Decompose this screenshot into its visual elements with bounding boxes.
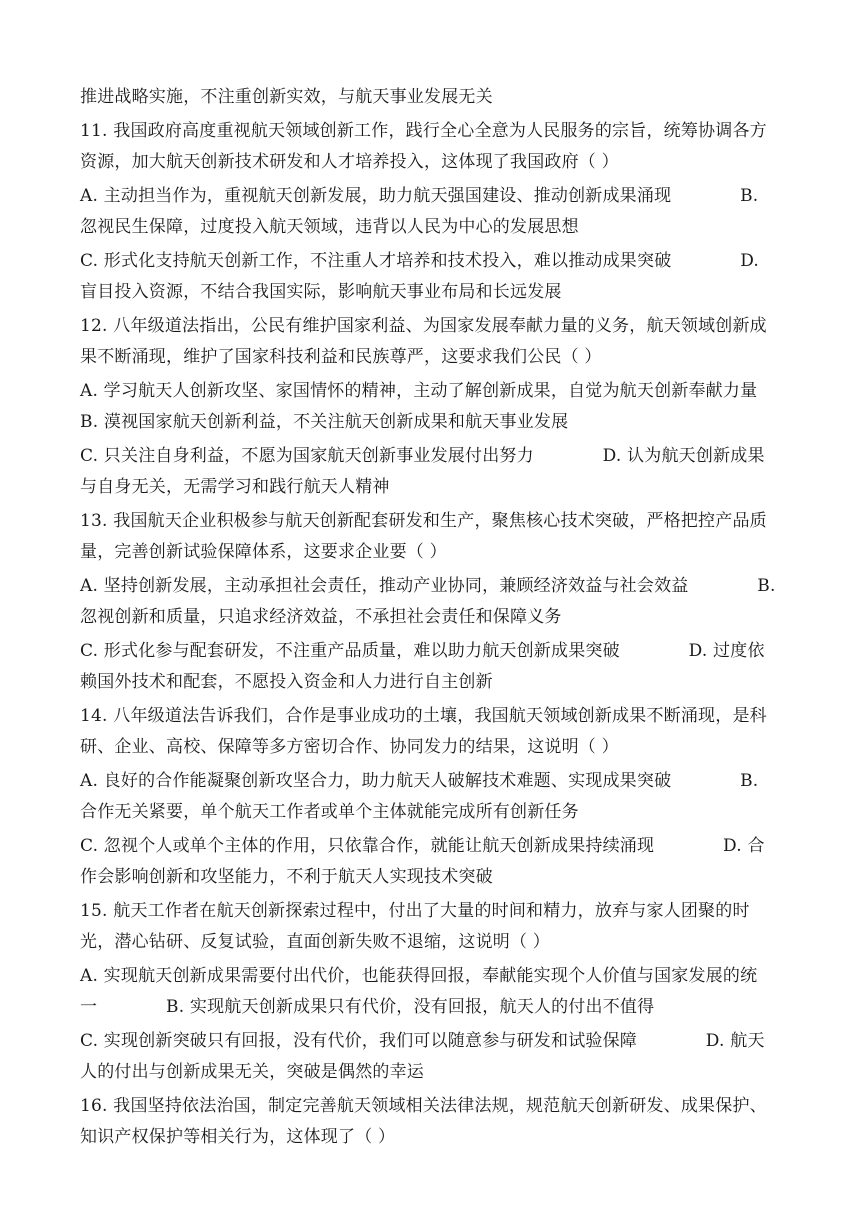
question-14-stem: 研、企业、高校、保障等多方密切合作、协同发力的结果，这说明（ ）	[80, 737, 619, 757]
question-14-option: 合作无关紧要，单个航天工作者或单个主体就能完成所有创新任务	[80, 802, 579, 822]
question-11-option: 忽视民生保障，过度投入航天领域，违背以人民为中心的发展思想	[80, 217, 579, 237]
question-13-stem: 量，完善创新试验保障体系，这要求企业要（ ）	[80, 542, 447, 562]
question-12-option: 与自身无关，无需学习和践行航天人精神	[80, 477, 390, 497]
question-14-stem: 14. 八年级道法告诉我们，合作是事业成功的土壤，我国航天领域创新成果不断涌现，是科	[80, 706, 767, 726]
question-12-option: B. 漠视国家航天创新利益，不关注航天创新成果和航天事业发展	[80, 412, 569, 432]
question-12-stem: 果不断涌现，维护了国家科技利益和民族尊严，这要求我们公民（ ）	[80, 347, 602, 367]
question-11-option: A. 主动担当作为，重视航天创新发展，助力航天强国建设、推动创新成果涌现 B.	[80, 186, 759, 206]
question-16-stem: 知识产权保护等相关行为，这体现了（ ）	[80, 1127, 396, 1147]
question-14-option: A. 良好的合作能凝聚创新攻坚合力，助力航天人破解技术难题、实现成果突破 B.	[80, 771, 759, 791]
question-14-option: 作会影响创新和攻坚能力，不利于航天人实现技术突破	[80, 867, 493, 887]
question-11-stem: 资源，加大航天创新技术研发和人才培养投入，这体现了我国政府（ ）	[80, 152, 619, 172]
question-15-stem: 15. 航天工作者在航天创新探索过程中，付出了大量的时间和精力，放弃与家人团聚的时	[80, 901, 750, 921]
question-15-option: 人的付出与创新成果无关，突破是偶然的幸运	[80, 1062, 424, 1082]
question-15-option: 一 B. 实现航天创新成果只有代价，没有回报，航天人的付出不值得	[80, 997, 655, 1017]
question-11-option: C. 形式化支持航天创新工作，不注重人才培养和技术投入，难以推动成果突破 D.	[80, 251, 760, 271]
question-13-option: A. 坚持创新发展，主动承担社会责任，推动产业协同，兼顾经济效益与社会效益 B.	[80, 576, 776, 596]
question-14-option: C. 忽视个人或单个主体的作用，只依靠合作，就能让航天创新成果持续涌现 D. 合	[80, 836, 765, 856]
question-13-stem: 13. 我国航天企业积极参与航天创新配套研发和生产，聚焦核心技术突破，严格把控产品质	[80, 511, 767, 531]
question-11-option: 盲目投入资源，不结合我国实际，影响航天事业布局和长远发展	[80, 282, 562, 302]
question-12-option: A. 学习航天人创新攻坚、家国情怀的精神，主动了解创新成果，自觉为航天创新奉献力量	[80, 381, 758, 401]
question-13-option: 忽视创新和质量，只追求经济效益，不承担社会责任和保障义务	[80, 607, 562, 627]
question-12-option: C. 只关注自身利益，不愿为国家航天创新事业发展付出努力 D. 认为航天创新成果	[80, 446, 765, 466]
text-line: 推进战略实施，不注重创新实效，与航天事业发展无关	[80, 87, 493, 107]
question-15-option: C. 实现创新突破只有回报，没有代价，我们可以随意参与研发和试验保障 D. 航天	[80, 1031, 765, 1051]
question-15-stem: 光，潜心钻研、反复试验，直面创新失败不退缩，这说明（ ）	[80, 932, 551, 952]
question-11-stem: 11. 我国政府高度重视航天领域创新工作，践行全心全意为人民服务的宗旨，统筹协调各方	[80, 121, 767, 141]
question-13-option: 赖国外技术和配套，不愿投入资金和人力进行自主创新	[80, 672, 493, 692]
question-12-stem: 12. 八年级道法指出，公民有维护国家利益、为国家发展奉献力量的义务，航天领域创新成	[80, 316, 767, 336]
question-16-stem: 16. 我国坚持依法治国，制定完善航天领域相关法律法规，规范航天创新研发、成果保护、	[80, 1096, 767, 1116]
question-13-option: C. 形式化参与配套研发，不注重产品质量，难以助力航天创新成果突破 D. 过度依	[80, 641, 765, 661]
document-page	[80, 82, 792, 1153]
question-15-option: A. 实现航天创新成果需要付出代价，也能获得回报，奉献能实现个人价值与国家发展的统	[80, 966, 758, 986]
